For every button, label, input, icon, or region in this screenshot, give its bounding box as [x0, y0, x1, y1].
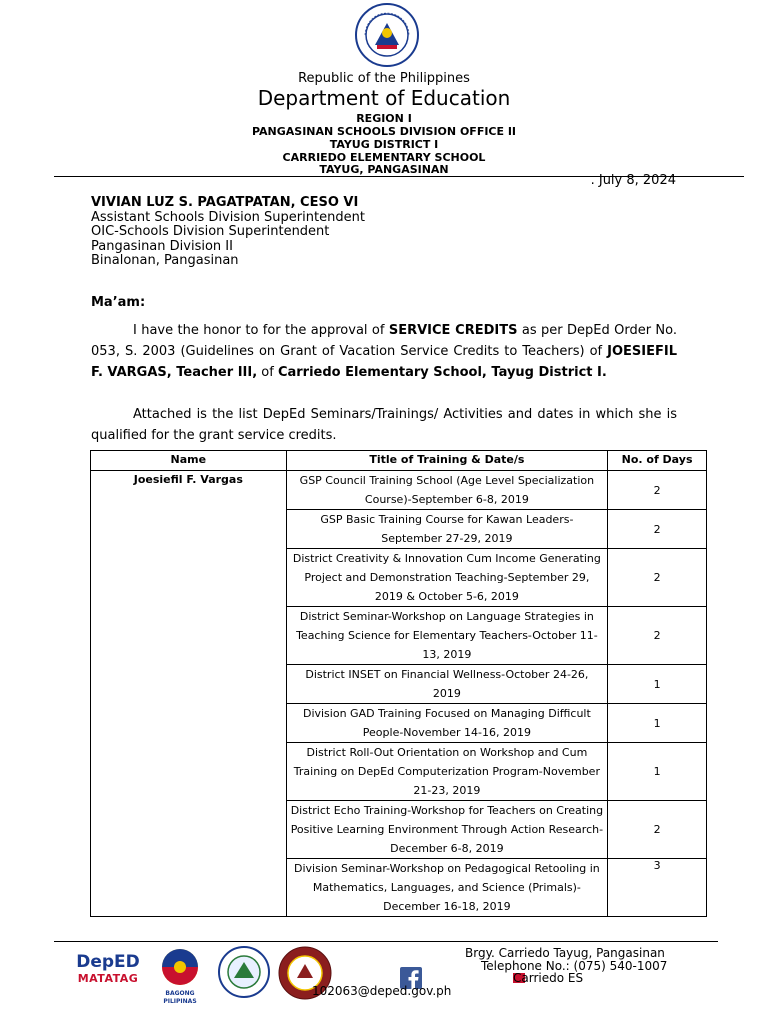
header-name: Name: [91, 451, 287, 471]
recipient-title-2: OIC-Schools Division Superintendent: [91, 224, 330, 239]
recipient-block: [91, 196, 365, 269]
deped-logo-text: DepED: [76, 952, 140, 972]
bagong-pilipinas-text: BAGONG PILIPINAS: [163, 990, 197, 1005]
training-days: 2: [608, 549, 707, 607]
recipient-name: VIVIAN LUZ S. PAGATPATAN, CESO VI: [91, 195, 359, 210]
p1-text-c: as per DepEd Order No. 053, S. 2003 (Guidelines on Grant of Vacation Service Credits to Teachers) of: [91, 323, 678, 359]
bagong-pilipinas-emblem-icon: [151, 948, 209, 986]
training-table: [90, 450, 707, 917]
school-line: CARRIEDO ELEMENTARY SCHOOL: [282, 151, 486, 164]
deped-matatag-logo: [74, 952, 142, 996]
p1-text-a: I have the honor to for the approval of: [133, 323, 389, 338]
footer-rule: [54, 941, 718, 942]
training-days: 2: [608, 471, 707, 510]
footer-email: 102063@deped.gov.ph: [312, 984, 452, 998]
republic-line: Republic of the Philippines: [298, 71, 470, 86]
division-line: PANGASINAN SCHOOLS DIVISION OFFICE II: [251, 125, 517, 138]
recipient-address: Binalonan, Pangasinan: [91, 253, 239, 268]
training-days: 1: [608, 743, 707, 801]
training-title: District Seminar-Workshop on Language Strategies in Teaching Science for Elementary Teachers-October 11-13, 2019: [286, 607, 607, 665]
bagong-pilipinas-logo: [151, 948, 209, 1005]
region-line: REGION I: [356, 112, 412, 125]
header-title: Title of Training & Date/s: [286, 451, 607, 471]
deped-seal-logo: [355, 3, 419, 67]
table-header-row: [91, 451, 707, 471]
header-days: No. of Days: [608, 451, 707, 471]
training-title: District INSET on Financial Wellness-October 24-26, 2019: [286, 665, 607, 704]
training-title: Division GAD Training Focused on Managing Difficult People-November 14-16, 2019: [286, 704, 607, 743]
training-days: 2: [608, 510, 707, 549]
body-paragraph-2: Attached is the list DepEd Seminars/Trainings/ Activities and dates in which she is qualified for the grant service credits.: [91, 407, 677, 443]
p1-text-e: of: [257, 365, 278, 380]
table-row: [91, 471, 707, 510]
p1-teacher-name: JOESIEFIL F. VARGAS, Teacher III,: [91, 344, 677, 380]
recipient-title-1: Assistant Schools Division Superintendent: [91, 209, 365, 225]
training-days: 1: [608, 665, 707, 704]
training-days: 2: [608, 607, 707, 665]
department-title: Department of Education: [257, 86, 511, 110]
training-days: 1: [608, 704, 707, 743]
letter-date: . July 8, 2024: [590, 173, 676, 188]
body-paragraph-1: [91, 320, 677, 383]
footer-telephone: Telephone No.: (075) 540-1007: [481, 959, 668, 973]
matatag-logo-text: MATATAG: [77, 972, 139, 985]
salutation: Ma’am:: [91, 295, 146, 310]
training-days: 2: [608, 801, 707, 859]
district-line: TAYUG DISTRICT I: [329, 138, 439, 151]
training-title: District Roll-Out Orientation on Workshop and Cum Training on DepEd Computerization Program-November 21-23, 2019: [286, 743, 607, 801]
p1-school-name: Carriedo Elementary School, Tayug District I.: [277, 365, 607, 380]
footer-facebook-page: Carriedo ES: [513, 971, 584, 985]
training-title: District Echo Training-Workshop for Teachers on Creating Positive Learning Environment Through Action Research-December 6-8, 2019: [286, 801, 607, 859]
training-days: 3: [608, 859, 707, 917]
training-title: Division Seminar-Workshop on Pedagogical Retooling in Mathematics, Languages, and Science (Primals)-December 16-18, 2019: [286, 859, 607, 917]
p1-service-credits: SERVICE CREDITS: [388, 323, 518, 338]
division-seal-icon: [218, 946, 270, 998]
training-title: GSP Council Training School (Age Level Specialization Course)-September 6-8, 2019: [286, 471, 607, 510]
location-line: TAYUG, PANGASINAN: [319, 163, 449, 176]
recipient-office: Pangasinan Division II: [91, 238, 233, 254]
training-title: GSP Basic Training Course for Kawan Leaders-September 27-29, 2019: [286, 510, 607, 549]
training-title: District Creativity & Innovation Cum Income Generating Project and Demonstration Teaching-September 29, 2019 & October 5-6, 2019: [286, 549, 607, 607]
teacher-name-cell: Joesiefil F. Vargas: [91, 471, 287, 917]
footer-address: Brgy. Carriedo Tayug, Pangasinan: [465, 946, 665, 960]
